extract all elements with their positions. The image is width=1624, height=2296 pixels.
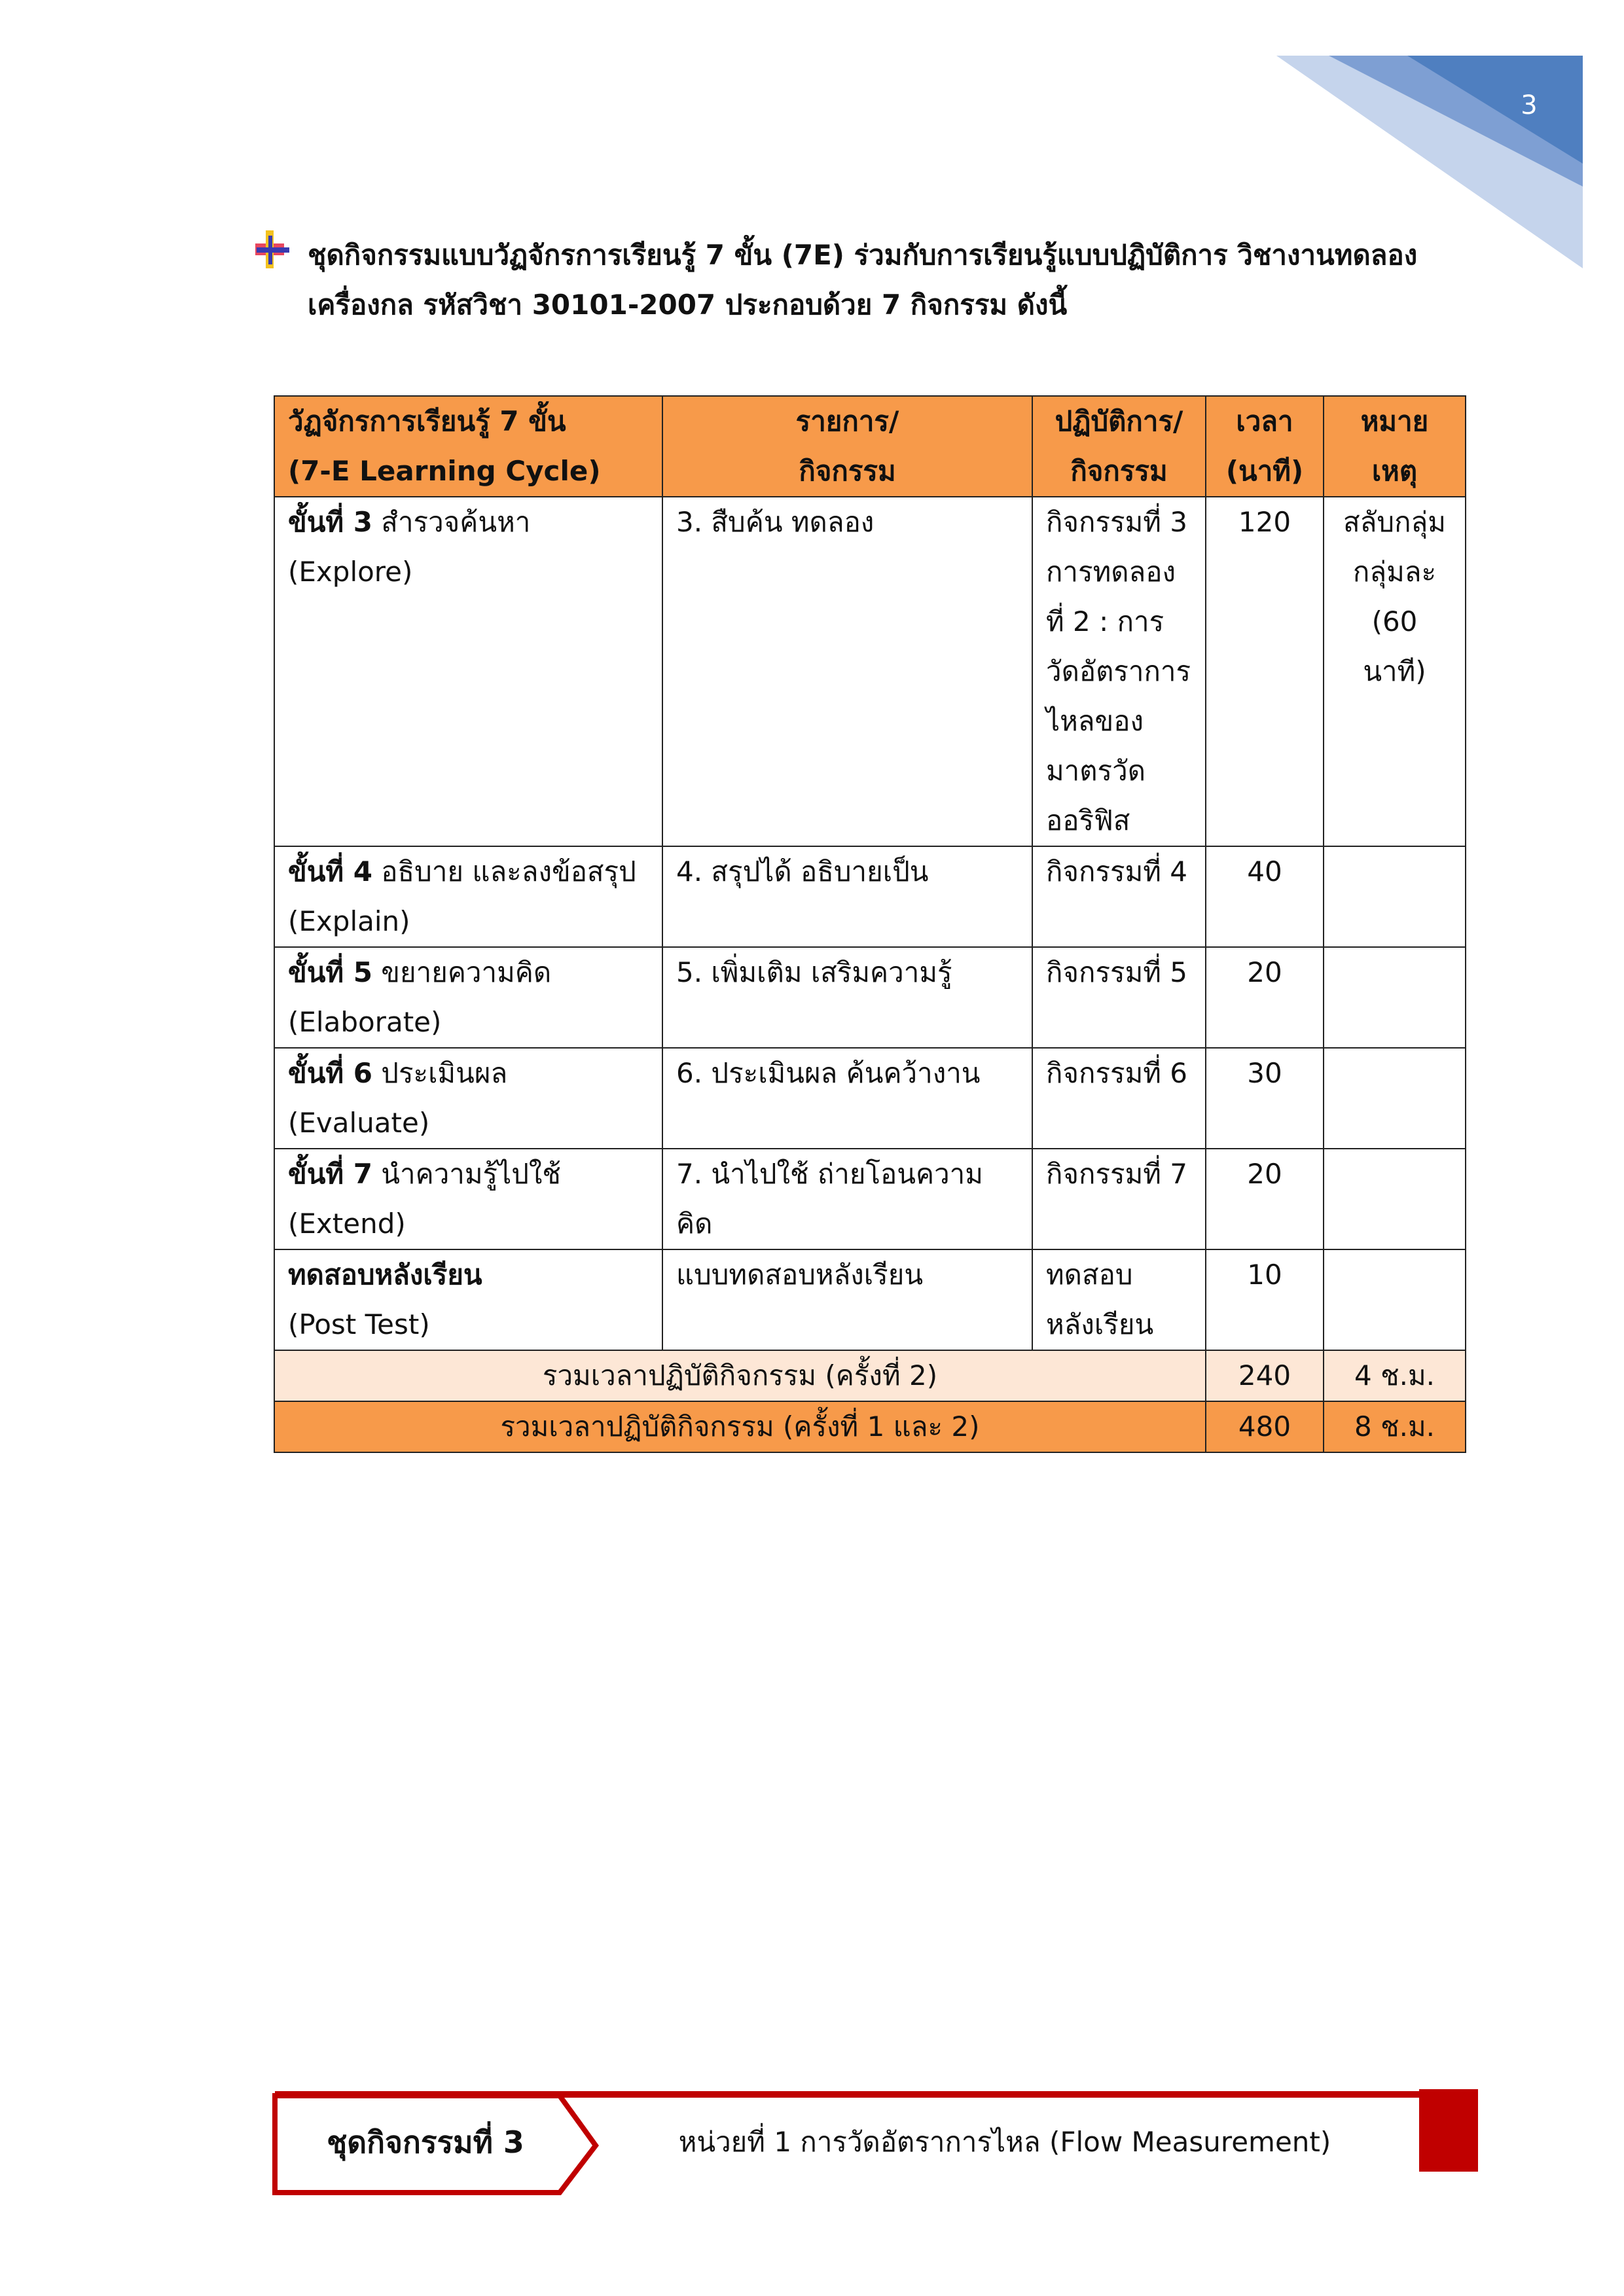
header-item: รายการ/ กิจกรรม	[662, 396, 1032, 497]
item-cell: 3. สืบค้น ทดลอง	[662, 497, 1032, 846]
item-cell: 6. ประเมินผล ค้นคว้างาน	[662, 1048, 1032, 1149]
total-row	[274, 1401, 1466, 1452]
step-cell: ทดสอบหลังเรียน (Post Test)	[274, 1249, 662, 1350]
header-note: หมาย เหตุ	[1324, 396, 1466, 497]
step-cell: ขั้นที่ 6 ประเมินผล (Evaluate)	[274, 1048, 662, 1149]
intro-paragraph	[308, 230, 1460, 330]
item-cell: 4. สรุปได้ อธิบายเป็น	[662, 846, 1032, 947]
time-cell: 40	[1206, 846, 1324, 947]
time-cell: 30	[1206, 1048, 1324, 1149]
note-cell	[1324, 1149, 1466, 1249]
item-cell: 5. เพิ่มเติม เสริมความรู้	[662, 947, 1032, 1048]
subtotal-row	[274, 1350, 1466, 1401]
time-cell: 20	[1206, 1149, 1324, 1249]
subtotal-label: รวมเวลาปฏิบัติกิจกรรม (ครั้งที่ 2)	[274, 1350, 1206, 1401]
subtotal-hours: 4 ช.ม.	[1324, 1350, 1466, 1401]
header-learning-cycle: วัฏจักรการเรียนรู้ 7 ขั้น (7-E Learning Cycle)	[274, 396, 662, 497]
practice-cell: กิจกรรมที่ 5	[1032, 947, 1206, 1048]
step-cell: ขั้นที่ 7 นำความรู้ไปใช้ (Extend)	[274, 1149, 662, 1249]
time-cell: 10	[1206, 1249, 1324, 1350]
note-cell	[1324, 947, 1466, 1048]
practice-cell: กิจกรรมที่ 7	[1032, 1149, 1206, 1249]
table-header-row	[274, 396, 1466, 497]
header-practice: ปฏิบัติการ/ กิจกรรม	[1032, 396, 1206, 497]
step-cell: ขั้นที่ 4 อธิบาย และลงข้อสรุป (Explain)	[274, 846, 662, 947]
header-time: เวลา (นาที)	[1206, 396, 1324, 497]
total-label: รวมเวลาปฏิบัติกิจกรรม (ครั้งที่ 1 และ 2)	[274, 1401, 1206, 1452]
note-cell	[1324, 846, 1466, 947]
step-cell: ขั้นที่ 5 ขยายความคิด (Elaborate)	[274, 947, 662, 1048]
time-cell: 120	[1206, 497, 1324, 846]
intro-line-2: เครื่องกล รหัสวิชา 30101-2007 ประกอบด้วย 7 กิจกรรม ดังนี้	[308, 289, 1068, 321]
table-row	[274, 1149, 1466, 1249]
time-cell: 20	[1206, 947, 1324, 1048]
activity-table	[274, 395, 1466, 1453]
total-minutes: 480	[1206, 1401, 1324, 1452]
page-number: 3	[1521, 90, 1538, 120]
footer-unit-text: หน่วยที่ 1 การวัดอัตราการไหล (Flow Measurement)	[678, 2126, 1331, 2158]
practice-cell: กิจกรรมที่ 6	[1032, 1048, 1206, 1149]
practice-cell: ทดสอบ หลังเรียน	[1032, 1249, 1206, 1350]
table-row	[274, 1048, 1466, 1149]
item-cell: 7. นำไปใช้ ถ่ายโอนความคิด	[662, 1149, 1032, 1249]
subtotal-minutes: 240	[1206, 1350, 1324, 1401]
item-cell: แบบทดสอบหลังเรียน	[662, 1249, 1032, 1350]
practice-cell: กิจกรรมที่ 4	[1032, 846, 1206, 947]
note-cell	[1324, 1048, 1466, 1149]
note-cell	[1324, 1249, 1466, 1350]
table-row	[274, 947, 1466, 1048]
bullet-icon	[251, 230, 292, 268]
table-row	[274, 846, 1466, 947]
practice-cell: กิจกรรมที่ 3 การทดลอง ที่ 2 : การ วัดอัตราการ ไหลของ มาตรวัด ออริฟิส	[1032, 497, 1206, 846]
table-row	[274, 1249, 1466, 1350]
footer-activity-label: ชุดกิจกรรมที่ 3	[327, 2125, 524, 2160]
step-cell: ขั้นที่ 3 สำรวจค้นหา (Explore)	[274, 497, 662, 846]
table-row	[274, 497, 1466, 846]
intro-line-1: ชุดกิจกรรมแบบวัฏจักรการเรียนรู้ 7 ขั้น (7E) ร่วมกับการเรียนรู้แบบปฏิบัติการ วิชางานทดลอง	[308, 239, 1418, 271]
note-cell: สลับกลุ่ม กลุ่มละ (60 นาที)	[1324, 497, 1466, 846]
total-hours: 8 ช.ม.	[1324, 1401, 1466, 1452]
